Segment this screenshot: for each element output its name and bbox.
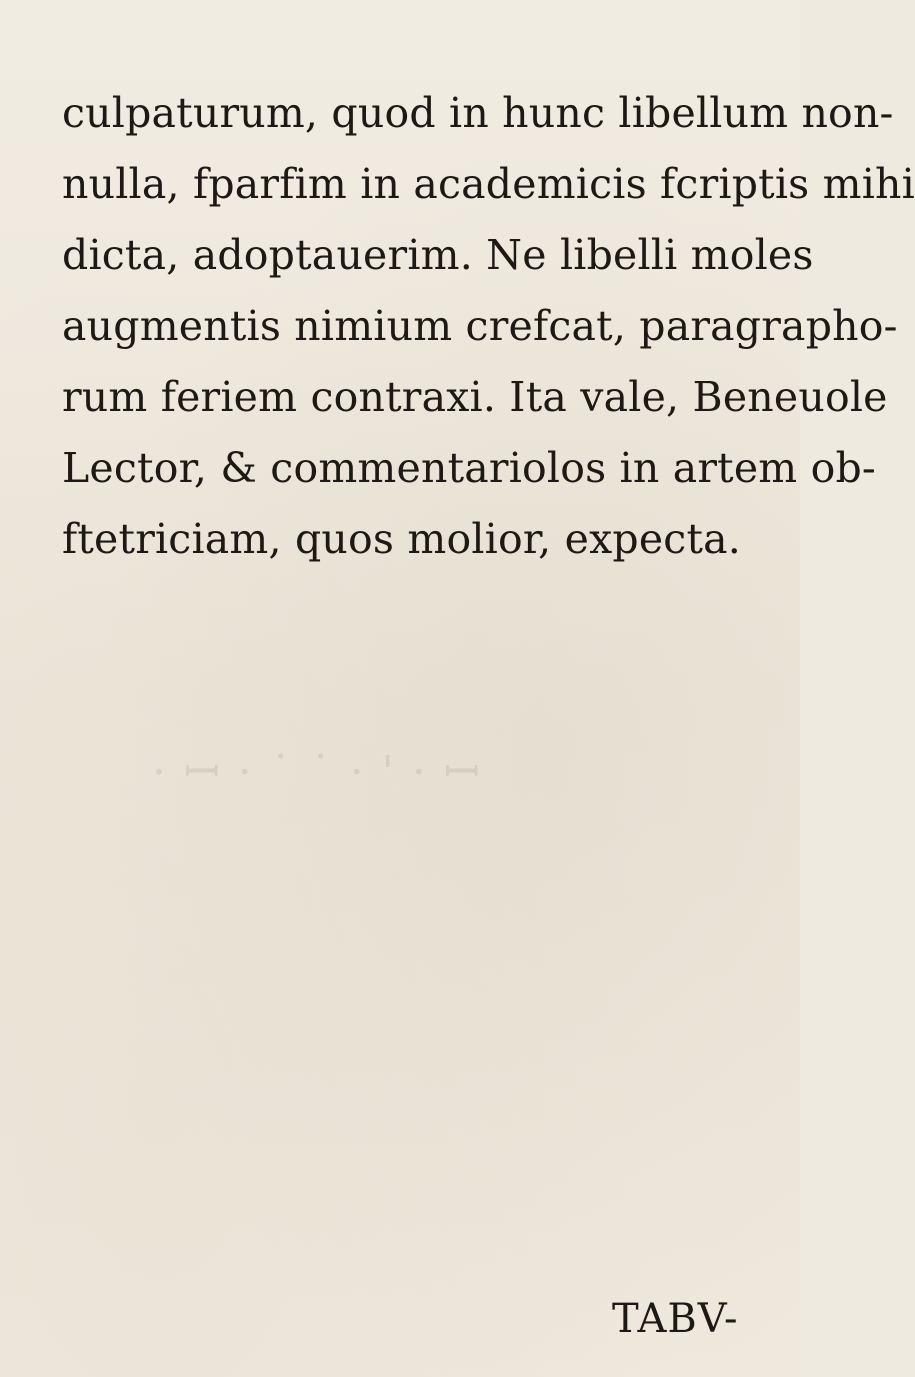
text-line: ftetriciam, quos molior, expecta. <box>62 515 742 563</box>
catchword: TABV- <box>612 1296 739 1342</box>
text-line: rum feriem contraxi. Ita vale, Beneuole <box>62 373 888 421</box>
text-line: augmentis nimium crefcat, paragrapho- <box>62 302 898 350</box>
text-line: nulla, fparfim in academicis fcriptis mihi <box>62 160 915 208</box>
text-line: culpaturum, quod in hunc libellum non- <box>62 89 894 137</box>
body-text <box>62 78 915 575</box>
text-line: Lector, & commentariolos in artem ob- <box>62 444 876 492</box>
show-through-text: ꟷ · ' · ˙ ˙ · ꟷ · <box>150 747 480 798</box>
text-line: dicta, adoptauerim. Ne libelli moles <box>62 231 814 279</box>
